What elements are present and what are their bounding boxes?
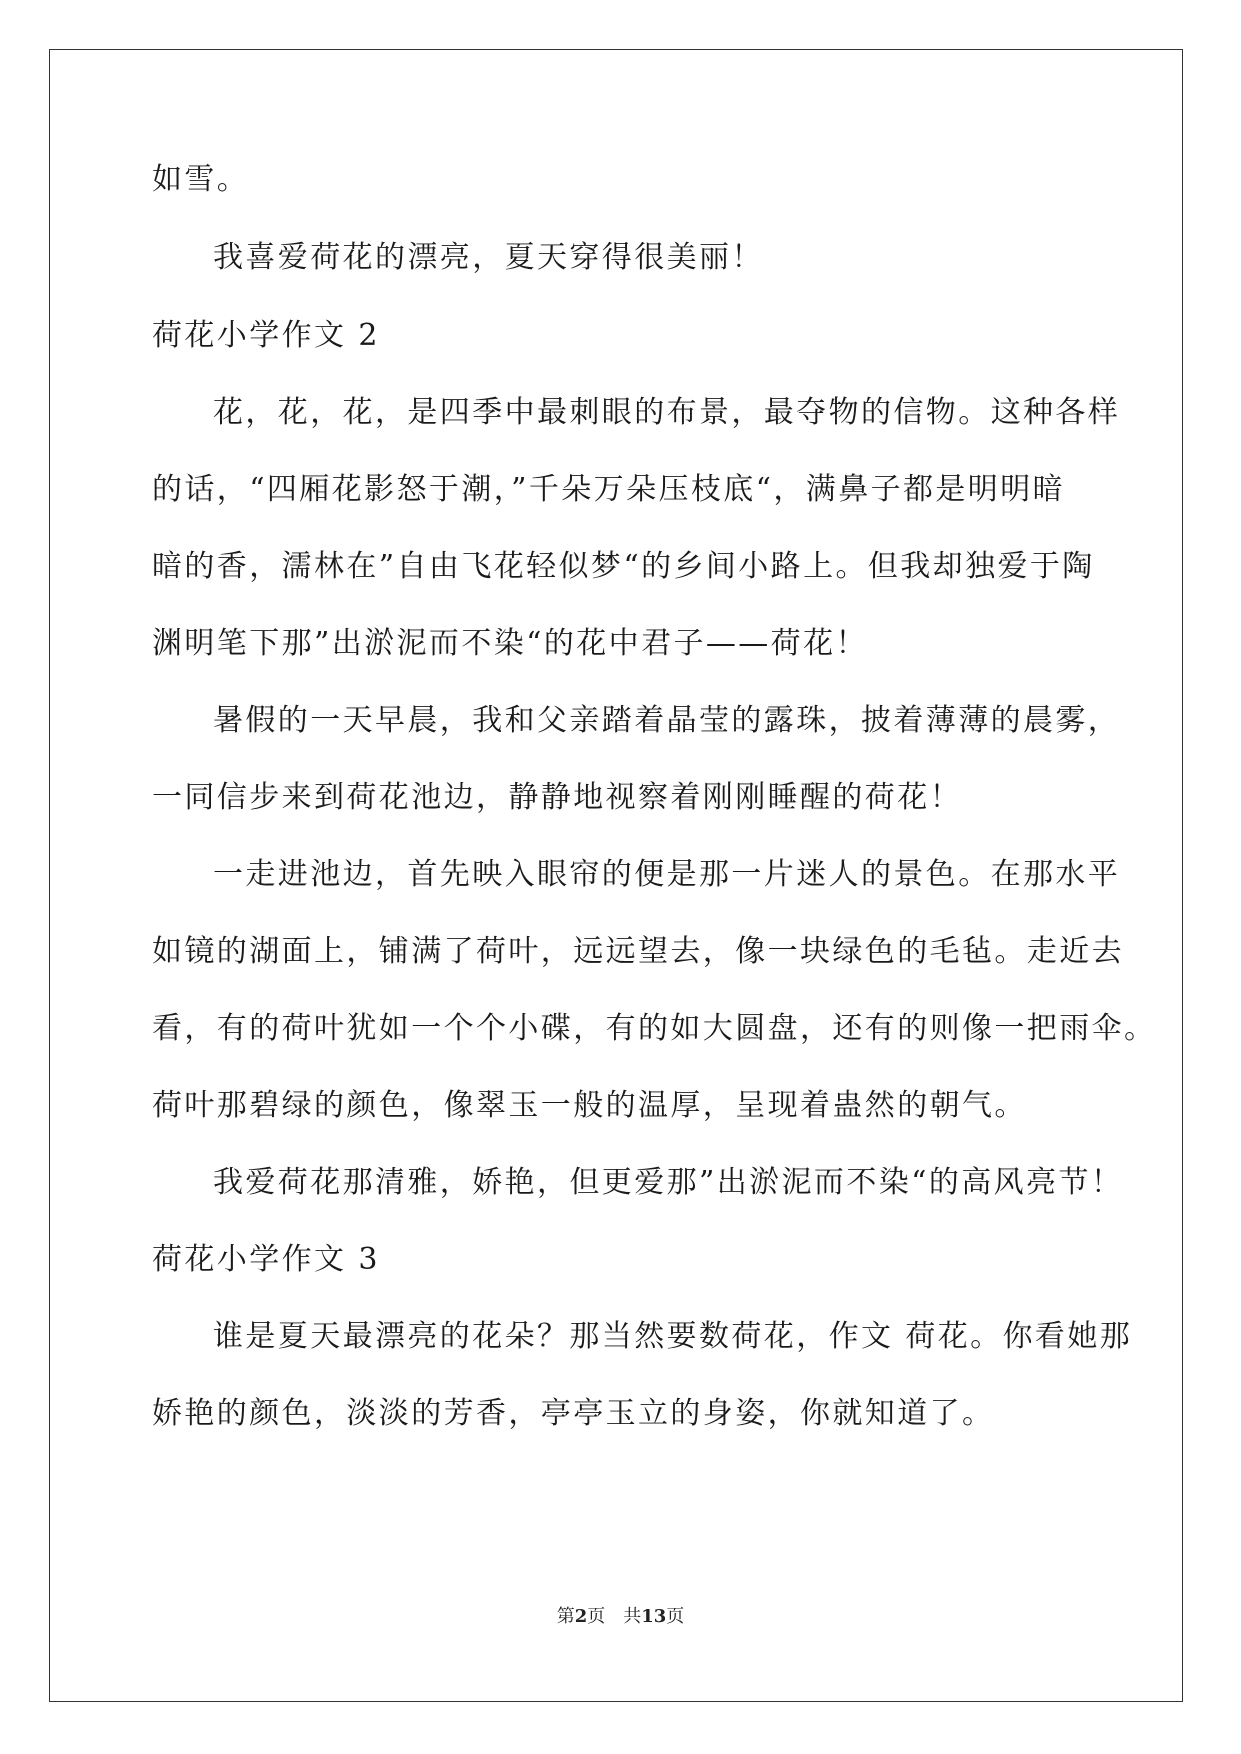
current-page-number: 2 [574, 1606, 588, 1627]
paragraph-line: 谁是夏天最漂亮的花朵？那当然要数荷花，作文 荷花。你看她那 [213, 1319, 1133, 1354]
section-heading: 荷花小学作文 2 [152, 318, 380, 353]
paragraph-line: 我喜爱荷花的漂亮，夏天穿得很美丽！ [213, 240, 764, 275]
page-footer [0, 1605, 1241, 1629]
paragraph-line: 我爱荷花那清雅，娇艳，但更爱那”出淤泥而不染“的高风亮节！ [213, 1165, 1124, 1200]
paragraph-line: 暑假的一天早晨，我和父亲踏着晶莹的露珠，披着薄薄的晨雾， [213, 703, 1121, 738]
page-number-separator: 页 共 [587, 1606, 642, 1627]
paragraph-line: 如雪。 [152, 162, 250, 197]
paragraph-line: 暗的香，濡林在”自由飞花轻似梦“的乡间小路上。但我却独爱于陶 [152, 549, 1095, 584]
paragraph-line: 渊明笔下那”出淤泥而不染“的花中君子——荷花！ [152, 626, 868, 661]
paragraph-line: 如镜的湖面上，铺满了荷叶，远远望去，像一块绿色的毛毡。走近去 [152, 934, 1124, 969]
page-number-prefix: 第 [556, 1606, 575, 1627]
paragraph-line: 花，花，花，是四季中最刺眼的布景，最夺物的信物。这种各样 [213, 395, 1121, 430]
paragraph-line: 的话，“四厢花影怒于潮，”千朵万朵压枝底“，满鼻子都是明明暗 [152, 472, 1066, 507]
paragraph-line: 一走进池边，首先映入眼帘的便是那一片迷人的景色。在那水平 [213, 857, 1121, 892]
paragraph-line: 娇艳的颜色，淡淡的芳香，亭亭玉立的身姿，你就知道了。 [152, 1396, 995, 1431]
paragraph-line: 一同信步来到荷花池边，静静地视察着刚刚睡醒的荷花！ [152, 780, 962, 815]
page-number-suffix: 页 [666, 1606, 685, 1627]
total-page-count: 13 [641, 1606, 667, 1627]
section-heading: 荷花小学作文 3 [152, 1242, 380, 1277]
paragraph-line: 看，有的荷叶犹如一个个小碟，有的如大圆盘，还有的则像一把雨伞。 [152, 1011, 1157, 1046]
paragraph-line: 荷叶那碧绿的颜色，像翠玉一般的温厚，呈现着蛊然的朝气。 [152, 1088, 1027, 1123]
